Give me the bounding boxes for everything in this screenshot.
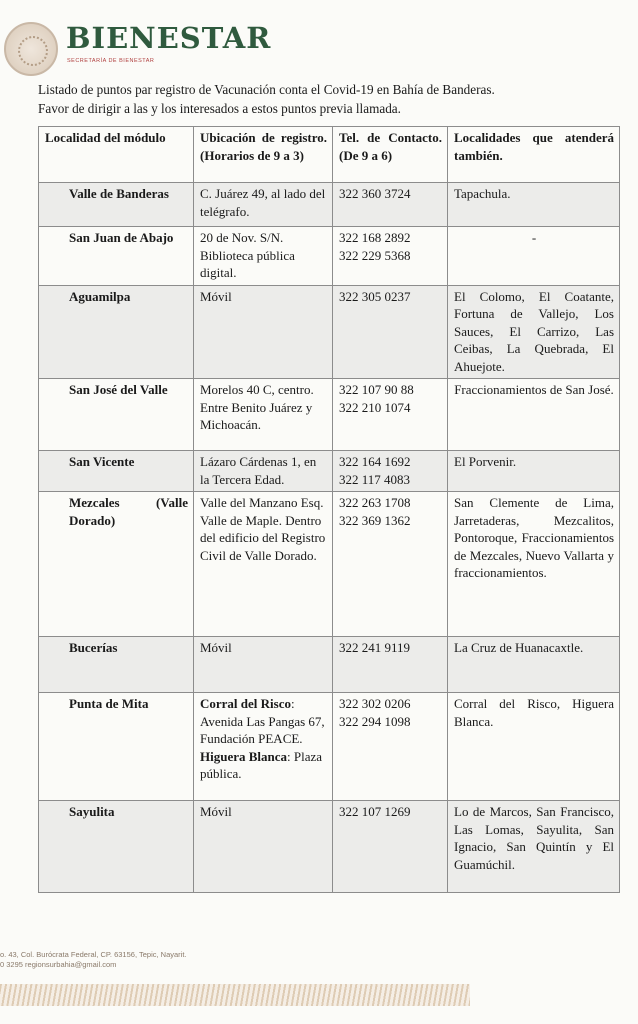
table-row (39, 693, 620, 801)
cell-ubicacion: Móvil (194, 285, 333, 379)
cell-ubicacion: Lázaro Cárdenas 1, en la Tercera Edad. (194, 451, 333, 492)
phone-1: 322 107 1269 (339, 804, 411, 819)
table-row (39, 183, 620, 227)
cell-tambien: San Clemente de Lima, Jarretaderas, Mezcalitos, Pontoroque, Fraccionamientos de Mezcales, Nuevo Vallarta y fraccionamientos. (448, 492, 620, 637)
cell-tambien: El Porvenir. (448, 451, 620, 492)
header-telefono: Tel. de Contacto. (De 9 a 6) (333, 127, 448, 183)
phone-1: 322 360 3724 (339, 186, 411, 201)
cell-tambien: Tapachula. (448, 183, 620, 227)
mexico-seal-icon (4, 22, 58, 76)
cell-telefono (333, 492, 448, 637)
table-row (39, 379, 620, 451)
phone-1: 322 305 0237 (339, 288, 411, 304)
intro-line-2: Favor de dirigir a las y los interesados a estos puntos previa llamada. (38, 101, 401, 116)
brand-title: BIENESTAR (66, 21, 272, 55)
intro-line-1: Listado de puntos par registro de Vacunación conta el Covid-19 en Bahía de Banderas. (38, 82, 495, 97)
cell-telefono (333, 451, 448, 492)
phone-2: 322 369 1362 (339, 512, 411, 528)
cell-tambien: - (448, 227, 620, 286)
place-name: Corral del Risco (200, 696, 291, 711)
cell-telefono (333, 801, 448, 893)
cell-tambien: Corral del Risco, Higuera Blanca. (448, 693, 620, 801)
cell-localidad: Bucerías (39, 637, 194, 693)
cell-tambien: Lo de Marcos, San Francisco, Las Lomas, Sayulita, San Ignacio, San Quintín y El Guamúchil. (448, 801, 620, 893)
cell-telefono (333, 693, 448, 801)
cell-localidad: San Juan de Abajo (39, 227, 194, 286)
phone-2: 322 229 5368 (339, 247, 411, 263)
cell-tambien: El Colomo, El Coatante, Fortuna de Vallejo, Los Sauces, El Carrizo, Las Ceibas, La Quebrada, El Ahuejote. (448, 285, 620, 379)
decorative-border-pattern (0, 984, 470, 1006)
phone-1: 322 263 1708 (339, 495, 411, 510)
cell-telefono (333, 183, 448, 227)
cell-localidad: San José del Valle (39, 379, 194, 451)
cell-ubicacion: C. Juárez 49, al lado del telégrafo. (194, 183, 333, 227)
phone-1: 322 107 90 88 (339, 382, 414, 397)
place-address: : Plaza pública. (200, 748, 323, 781)
header-localidades-tambien: Localidades que atenderá también. (448, 127, 620, 183)
phone-2: 322 210 1074 (339, 399, 411, 415)
cell-localidad: Mezcales (Valle Dorado) (39, 492, 194, 637)
table-row (39, 451, 620, 492)
footer-line-1: o. 43, Col. Burócrata Federal, CP. 63156, Tepic, Nayarit. (0, 950, 187, 959)
footer-line-2: 0 3295 regionsurbahia@gmail.com (0, 960, 117, 969)
place-name: Higuera Blanca (200, 748, 288, 764)
cell-ubicacion: 20 de Nov. S/N. Biblioteca pública digital. (194, 227, 333, 286)
cell-localidad: San Vicente (39, 451, 194, 492)
cell-ubicacion: Móvil (194, 637, 333, 693)
phone-1: 322 241 9119 (339, 640, 411, 655)
phone-1: 322 302 0206 (339, 696, 411, 711)
cell-telefono (333, 637, 448, 693)
cell-ubicacion: Morelos 40 C, centro. Entre Benito Juárez y Michoacán. (194, 379, 333, 451)
table-row (39, 801, 620, 893)
cell-telefono (333, 379, 448, 451)
cell-ubicacion: Valle del Manzano Esq. Valle de Maple. Dentro del edificio del Registro Civil de Valle Dorado. (194, 492, 333, 637)
phone-1: 322 168 2892 (339, 230, 411, 245)
cell-telefono (333, 285, 448, 379)
header-ubicacion: Ubicación de registro. (Horarios de 9 a 3) (194, 127, 333, 183)
phone-1: 322 164 1692 (339, 454, 411, 469)
table-row (39, 227, 620, 286)
phone-2: 322 117 4083 (339, 471, 411, 487)
cell-ubicacion: Móvil (194, 801, 333, 893)
cell-localidad: Valle de Banderas (39, 183, 194, 227)
footer-address (0, 950, 187, 970)
cell-localidad: Sayulita (39, 801, 194, 893)
cell-telefono (333, 227, 448, 286)
cell-tambien: La Cruz de Huanacaxtle. (448, 637, 620, 693)
header-localidad: Localidad del módulo (39, 127, 194, 183)
document-header (0, 0, 638, 80)
phone-2: 322 294 1098 (339, 713, 411, 729)
registration-points-table (38, 126, 620, 893)
intro-text (38, 80, 618, 118)
table-row (39, 285, 620, 379)
cell-tambien: Fraccionamientos de San José. (448, 379, 620, 451)
brand-subtitle: SECRETARÍA DE BIENESTAR (67, 58, 155, 64)
table-header-row (39, 127, 620, 183)
cell-ubicacion (194, 693, 333, 801)
cell-localidad: Aguamilpa (39, 285, 194, 379)
place-address: : Avenida Las Pangas 67, Fundación PEACE. (200, 696, 325, 746)
table-row (39, 492, 620, 637)
table-row (39, 637, 620, 693)
cell-localidad: Punta de Mita (39, 693, 194, 801)
